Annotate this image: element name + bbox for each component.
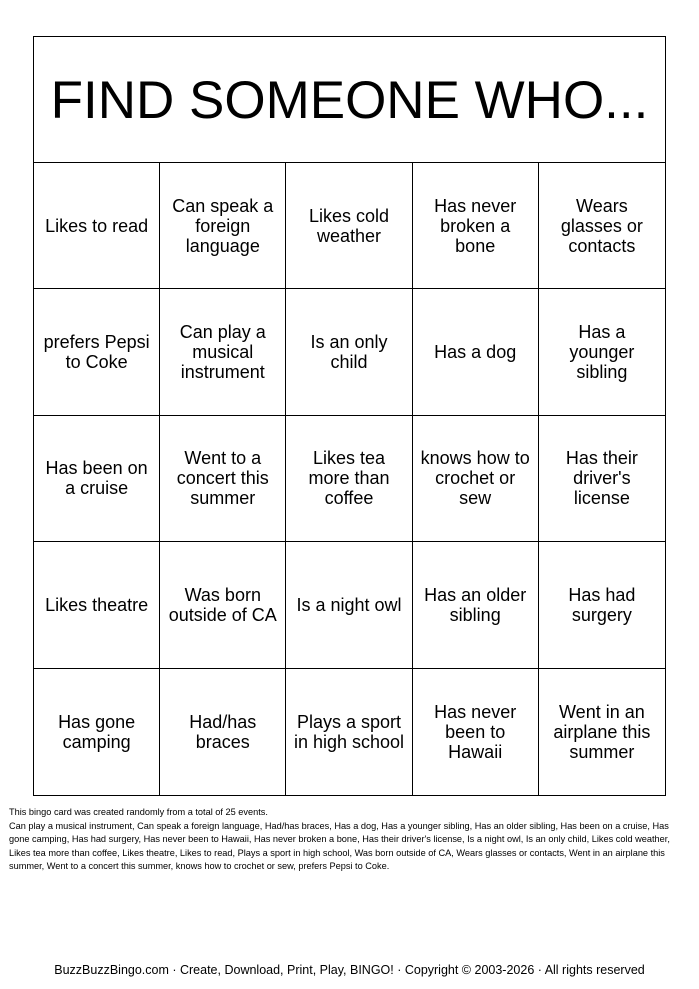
bingo-cell — [539, 289, 665, 415]
bingo-cell-line: child — [330, 352, 368, 373]
bingo-cell-line: Has a dog — [434, 342, 517, 363]
bingo-cell-text — [296, 595, 401, 615]
bingo-cell-line: Has never — [434, 195, 517, 216]
bingo-cell-line: contacts — [568, 235, 636, 256]
bingo-cell-line: camping — [62, 731, 131, 752]
bingo-cell — [34, 669, 160, 795]
bingo-cell — [160, 289, 286, 415]
bingo-cell-line: Has a — [578, 322, 626, 343]
bingo-cell — [286, 163, 412, 289]
bingo-cell-line: concert this — [176, 468, 269, 489]
bingo-cell-text — [310, 332, 387, 372]
bingo-cell-line: braces — [195, 731, 250, 752]
bingo-cell-line: Is a night owl — [296, 594, 402, 615]
bingo-cell-line: Likes cold — [308, 205, 390, 226]
bingo-cell-text — [189, 712, 256, 752]
bingo-cell-line: sibling — [449, 604, 501, 625]
bingo-cell-line: been to — [445, 721, 506, 742]
bingo-cell-line: Likes to read — [45, 215, 149, 236]
bingo-cell-line: Wears — [576, 195, 628, 216]
bingo-cell-line: weather — [316, 225, 382, 246]
bingo-cell-line: outside of CA — [168, 604, 277, 625]
info-events-list: Can play a musical instrument, Can speak a foreign language, Had/has braces, Has a dog, Has a younger sibling, Has an older sibling, Has been on a cruise, Has gone camping, Has had surgery, Has never been to Hawaii, Has never broken a bone, Has their driver's license, Is a night owl, Is an only child, Likes cold weather, Likes tea more than coffee, Likes theatre, Likes to read, Plays a sport in high school, Was born outside of CA, Wears glasses or contacts, Went in an airplane this summer, Went to a concert this summer, knows how to crochet or sew, prefers Pepsi to Coke. — [9, 820, 670, 871]
bingo-cell-line: Has their — [565, 448, 638, 469]
bingo-cell — [160, 542, 286, 668]
bingo-cell-line: Was born — [184, 584, 261, 605]
card-info — [9, 806, 691, 874]
bingo-cell-text — [434, 196, 516, 256]
bingo-cell — [286, 416, 412, 542]
bingo-cell-line: Hawaii — [448, 741, 503, 762]
bingo-cell-line: crochet or — [435, 468, 516, 489]
bingo-cell-line: in high school — [293, 731, 405, 752]
bingo-cell-line: musical — [192, 342, 254, 363]
bingo-cell — [160, 163, 286, 289]
bingo-cell — [539, 163, 665, 289]
bingo-cell-text — [569, 322, 634, 382]
bingo-cell-line: sew — [459, 488, 492, 509]
bingo-cell-line: Can play a — [179, 322, 266, 343]
page-footer: BuzzBuzzBingo.com · Create, Download, Print, Play, BINGO! · Copyright © 2003-2026 · All rights reserved — [54, 963, 645, 977]
bingo-cell-line: Has gone — [58, 711, 136, 732]
bingo-cell — [160, 416, 286, 542]
bingo-cell — [286, 669, 412, 795]
bingo-cell — [413, 669, 539, 795]
bingo-cell-text — [308, 448, 389, 508]
bingo-cell-line: Has had — [568, 584, 636, 605]
bingo-cell-line: Is an only — [310, 332, 388, 353]
bingo-cell — [160, 669, 286, 795]
bingo-cell-line: to Coke — [65, 352, 128, 373]
bingo-cell-line: instrument — [180, 362, 265, 383]
bingo-cell — [34, 542, 160, 668]
bingo-cell — [413, 163, 539, 289]
bingo-cell — [413, 542, 539, 668]
bingo-cell-line: surgery — [571, 604, 632, 625]
bingo-cell-line: Went in an — [559, 701, 645, 722]
bingo-cell-text — [434, 702, 516, 762]
bingo-cell-line: a cruise — [65, 478, 129, 499]
bingo-cell — [34, 163, 160, 289]
bingo-cell-line: younger — [569, 342, 635, 363]
bingo-cell-line: glasses or — [560, 215, 643, 236]
bingo-cell-text — [177, 448, 269, 508]
bingo-cell-text — [561, 196, 643, 256]
bingo-cell-line: more than — [308, 468, 390, 489]
bingo-cell-line: sibling — [576, 362, 628, 383]
bingo-cell — [539, 669, 665, 795]
bingo-cell — [413, 289, 539, 415]
bingo-cell — [539, 416, 665, 542]
bingo-cell-line: foreign — [195, 215, 251, 236]
bingo-cell-line: Likes theatre — [45, 594, 149, 615]
bingo-cell-line: language — [185, 235, 260, 256]
bingo-cell-text — [44, 332, 150, 372]
bingo-cell-text — [421, 448, 530, 508]
bingo-cell-line: Went to a — [184, 448, 262, 469]
bingo-cell-text — [309, 206, 389, 246]
bingo-cell — [286, 289, 412, 415]
bingo-cell-line: Can speak a — [172, 195, 274, 216]
bingo-cell-text — [172, 196, 273, 256]
bingo-cell-line: Likes tea — [312, 448, 386, 469]
bingo-cell-line: knows how to — [420, 448, 530, 469]
bingo-cell-text — [553, 702, 650, 762]
card-title: FIND SOMEONE WHO... — [34, 37, 665, 163]
bingo-cell-text — [45, 595, 148, 615]
bingo-cell-line: coffee — [324, 488, 374, 509]
bingo-cell-text — [169, 585, 277, 625]
bingo-cell-line: airplane this — [553, 721, 651, 742]
bingo-cell-line: bone — [455, 235, 496, 256]
bingo-cell-line: summer — [190, 488, 256, 509]
bingo-cell-text — [294, 712, 404, 752]
info-summary: This bingo card was created randomly from a total of 25 events. — [9, 807, 268, 817]
bingo-cell-line: summer — [569, 741, 635, 762]
bingo-cell-text — [180, 322, 266, 382]
bingo-cell-text — [566, 448, 638, 508]
bingo-cell-line: Has an older — [424, 584, 527, 605]
bingo-cell-line: Has never — [434, 701, 517, 722]
bingo-cell-line: Plays a sport — [296, 711, 402, 732]
bingo-cell-line: Has been on — [45, 458, 148, 479]
bingo-cell-line: license — [573, 488, 630, 509]
bingo-grid — [34, 163, 665, 795]
bingo-cell-line: driver's — [573, 468, 631, 489]
bingo-cell — [34, 289, 160, 415]
bingo-card — [33, 36, 666, 796]
bingo-cell-text — [424, 585, 526, 625]
bingo-cell — [34, 416, 160, 542]
bingo-cell — [539, 542, 665, 668]
bingo-cell-line: Had/has — [189, 711, 257, 732]
bingo-cell-text — [58, 712, 135, 752]
bingo-cell-text — [568, 585, 635, 625]
bingo-cell — [413, 416, 539, 542]
bingo-cell-text — [45, 216, 148, 236]
bingo-cell-text — [434, 342, 516, 362]
bingo-cell-line: broken a — [440, 215, 511, 236]
bingo-cell — [286, 542, 412, 668]
bingo-cell-line: prefers Pepsi — [43, 332, 150, 353]
bingo-cell-text — [46, 458, 148, 498]
